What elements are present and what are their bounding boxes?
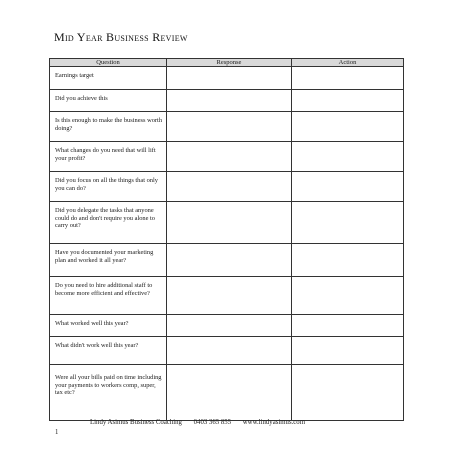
question-cell: Were all your bills paid on time including your payments to workers comp, super, tax etc?: [50, 365, 167, 421]
action-cell[interactable]: [292, 142, 404, 172]
question-cell: Earnings target: [50, 67, 167, 90]
document-title: Mid Year Business Review: [54, 30, 188, 44]
page-number: 1: [55, 429, 59, 436]
question-cell: What didn't work well this year?: [50, 337, 167, 365]
response-cell[interactable]: [167, 202, 292, 244]
action-cell[interactable]: [292, 315, 404, 337]
response-cell[interactable]: [167, 112, 292, 142]
action-cell[interactable]: [292, 244, 404, 277]
action-column-header: Action: [292, 59, 404, 67]
response-cell[interactable]: [167, 90, 292, 112]
table-row: [50, 112, 404, 142]
response-cell[interactable]: [167, 277, 292, 315]
action-cell[interactable]: [292, 365, 404, 421]
question-cell: Did you delegate the tasks that anyone could do and don't require you alone to carry out?: [50, 202, 167, 244]
table-row: [50, 277, 404, 315]
action-cell[interactable]: [292, 202, 404, 244]
page-footer: [90, 419, 315, 426]
table-row: [50, 67, 404, 90]
question-cell: Did you focus on all the things that only you can do?: [50, 172, 167, 202]
table-row: [50, 315, 404, 337]
table-header-row: [50, 59, 404, 67]
table-row: [50, 202, 404, 244]
question-cell: Is this enough to make the business worth doing?: [50, 112, 167, 142]
question-cell: Did you achieve this: [50, 90, 167, 112]
table-row: [50, 337, 404, 365]
footer-company: Lindy Asimus Business Coaching: [90, 419, 182, 426]
action-cell[interactable]: [292, 112, 404, 142]
question-cell: Have you documented your marketing plan and worked it all year?: [50, 244, 167, 277]
response-cell[interactable]: [167, 67, 292, 90]
footer-phone: 0403 365 855: [193, 419, 232, 426]
action-cell[interactable]: [292, 337, 404, 365]
table-row: [50, 90, 404, 112]
action-cell[interactable]: [292, 172, 404, 202]
review-table: [49, 58, 404, 421]
question-cell: Do you need to hire additional staff to become more efficient and effective?: [50, 277, 167, 315]
question-cell: What worked well this year?: [50, 315, 167, 337]
response-cell[interactable]: [167, 337, 292, 365]
question-cell: What changes do you need that will lift your profit?: [50, 142, 167, 172]
response-cell[interactable]: [167, 142, 292, 172]
table-row: [50, 142, 404, 172]
table-row: [50, 172, 404, 202]
table-row: [50, 244, 404, 277]
response-cell[interactable]: [167, 244, 292, 277]
action-cell[interactable]: [292, 277, 404, 315]
response-cell[interactable]: [167, 172, 292, 202]
question-column-header: Question: [50, 59, 167, 67]
footer-website[interactable]: www.lindyasimus.com: [242, 419, 305, 426]
action-cell[interactable]: [292, 90, 404, 112]
table-row: [50, 365, 404, 421]
response-cell[interactable]: [167, 315, 292, 337]
action-cell[interactable]: [292, 67, 404, 90]
response-column-header: Response: [167, 59, 292, 67]
response-cell[interactable]: [167, 365, 292, 421]
